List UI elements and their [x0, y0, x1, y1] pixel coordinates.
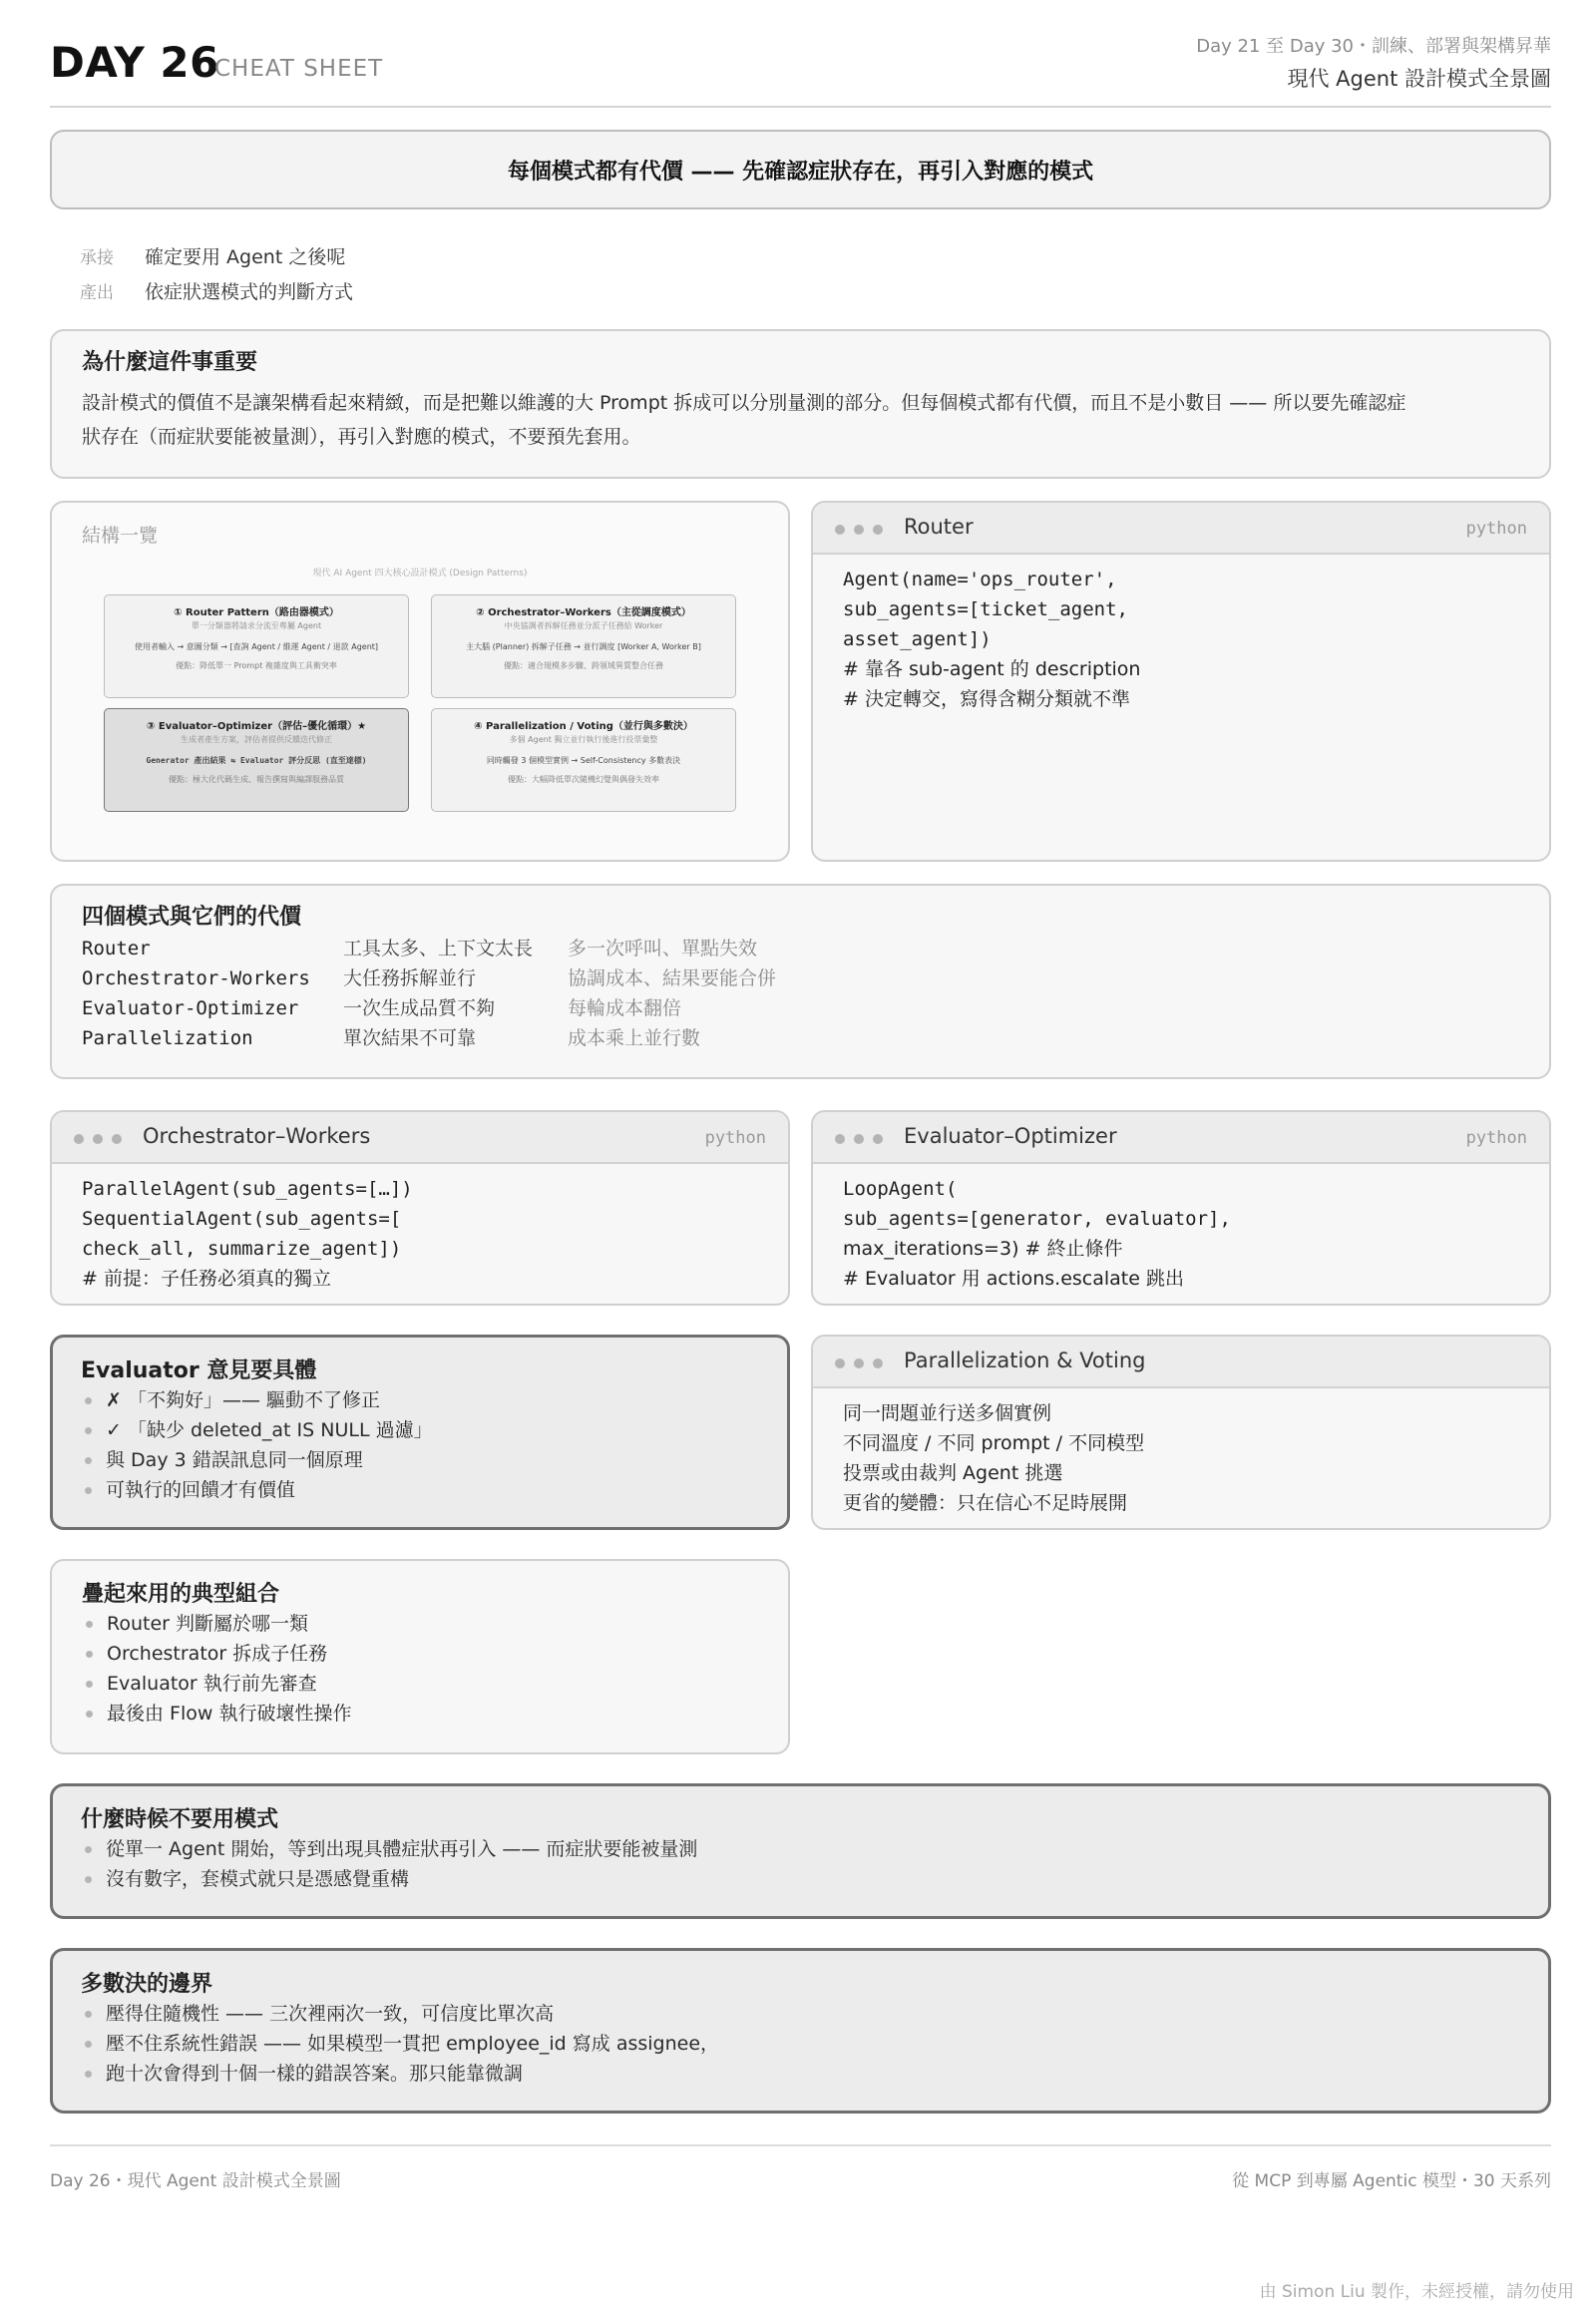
code-comment: # 前提：子任務必須真的獨立 — [82, 1268, 331, 1290]
box-benefit: 優點：適合規模多步驟、跨領域異質整合任務 — [504, 661, 663, 670]
card-window-header — [813, 1337, 1549, 1388]
meta-row-output — [80, 277, 353, 304]
box-title: ② Orchestrator–Workers（主從調度模式） — [476, 607, 691, 618]
majority-title: 多數決的邊界 — [81, 1972, 213, 1997]
list-item: 可執行的回饋才有價值 — [81, 1475, 433, 1505]
text-line: 同一問題並行送多個實例 — [843, 1402, 1052, 1424]
when-not-card — [50, 1783, 1551, 1919]
why-line-2: 狀存在（而症狀要能被量測），再引入對應的模式，不要預先套用。 — [82, 426, 641, 448]
topic-title: 現代 Agent 設計模式全景圖 — [1287, 67, 1551, 91]
pattern-when: 工具太多、上下文太長 — [343, 938, 534, 960]
feedback-title: Evaluator 意見要具體 — [81, 1358, 317, 1383]
code-body — [813, 1164, 1549, 1304]
list-item: 跑十次會得到十個一樣的錯誤答案。那只能靠微調 — [81, 2059, 719, 2089]
box-flow: 同時觸發 3 個模型實例 → Self-Consistency 多數表決 — [486, 756, 681, 765]
box-sub: 生成者產生方案，評估者提供反饋迭代修正 — [181, 735, 332, 744]
box-flow: 使用者輸入 → 意圖分類 → [查詢 Agent / 維運 Agent / 退款 Agent] — [134, 642, 379, 651]
key-message-banner: 每個模式都有代價 —— 先確認症狀存在，再引入對應的模式 — [50, 130, 1551, 209]
code-body — [52, 1164, 788, 1304]
box-flow: 主大腦 (Planner) 拆解子任務 → 並行調度 [Worker A, Worker B] — [466, 642, 701, 651]
code-line: sub_agents=[generator, evaluator], — [843, 1208, 1231, 1230]
code-title: Orchestrator–Workers — [143, 1124, 371, 1148]
code-line: check_all, summarize_agent]) — [82, 1238, 402, 1260]
pattern-row — [82, 1023, 700, 1053]
code-language: python — [1465, 1128, 1527, 1148]
box-flow: Generator 產出結果 ⇆ Evaluator 評分反思 (直至達標) — [146, 756, 367, 765]
code-comment: max_iterations=3) # 終止條件 — [843, 1238, 1123, 1260]
why-line-1: 設計模式的價值不是讓架構看起來精緻，而是把難以維護的大 Prompt 拆成可以分別量測的部分。但每個模式都有代價，而且不是小數目 —— 所以要先確認症 — [82, 392, 1406, 414]
majority-list — [81, 1999, 719, 2089]
code-line: LoopAgent( — [843, 1178, 958, 1200]
code-comment: # Evaluator 用 actions.escalate 跳出 — [843, 1268, 1184, 1290]
box-benefit: 優點：降低單一 Prompt 複雜度與工具衝突率 — [176, 661, 337, 670]
code-window-header — [52, 1112, 788, 1164]
list-item: 最後由 Flow 執行破壞性操作 — [82, 1699, 351, 1729]
window-controls-icon — [835, 1358, 883, 1368]
pattern-row — [82, 963, 776, 993]
patterns-title: 四個模式與它們的代價 — [82, 905, 302, 930]
meta-key: 產出 — [80, 283, 114, 303]
footer-right: 從 MCP 到專屬 Agentic 模型・30 天系列 — [1232, 2171, 1551, 2191]
box-sub: 中央協調者拆解任務並分派子任務給 Worker — [504, 621, 663, 630]
code-line: SequentialAgent(sub_agents=[ — [82, 1208, 402, 1230]
combo-title: 疊起來用的典型組合 — [82, 1582, 280, 1607]
router-code-card — [811, 501, 1551, 862]
list-item: ✓ 「缺少 deleted_at IS NULL 過濾」 — [81, 1415, 433, 1445]
card-body — [813, 1388, 1549, 1528]
evaluator-code-card — [811, 1110, 1551, 1306]
pattern-row — [82, 993, 681, 1023]
box-sub: 多個 Agent 獨立並行執行後進行投票彙整 — [509, 735, 658, 744]
code-title: Evaluator–Optimizer — [904, 1124, 1117, 1148]
credit-line: 由 Simon Liu 製作，未經授權，請勿使用 — [1259, 2282, 1574, 2302]
pattern-name: Parallelization — [82, 1027, 253, 1049]
text-line: 更省的變體：只在信心不足時展開 — [843, 1492, 1128, 1514]
list-item: Evaluator 執行前先審查 — [82, 1669, 351, 1699]
list-item: 沒有數字，套模式就只是憑感覺重構 — [81, 1864, 697, 1894]
meta-value: 確定要用 Agent 之後呢 — [145, 246, 346, 268]
pattern-name: Orchestrator-Workers — [82, 967, 310, 989]
code-body — [813, 555, 1549, 724]
pattern-when: 大任務拆解並行 — [343, 967, 477, 989]
cheat-sheet-label: CHEAT SHEET — [214, 56, 384, 82]
pattern-when: 一次生成品質不夠 — [343, 997, 496, 1019]
code-line: asset_agent]) — [843, 628, 992, 650]
structure-title: 結構一覽 — [82, 525, 159, 547]
list-item: Router 判斷屬於哪一類 — [82, 1609, 351, 1639]
pattern-cost: 協調成本、結果要能合併 — [568, 967, 777, 989]
list-item: 從單一 Agent 開始，等到出現具體症狀再引入 —— 而症狀要能被量測 — [81, 1834, 697, 1864]
code-line: sub_agents=[ticket_agent, — [843, 598, 1128, 620]
box-benefit: 優點：大幅降低單次隨機幻覺與偶發失效率 — [508, 775, 659, 784]
box-benefit: 優點：極大化代碼生成、報告撰寫與編譯服務品質 — [169, 775, 344, 784]
box-title: ① Router Pattern（路由器模式） — [174, 607, 339, 618]
page-footer — [50, 2144, 1551, 2189]
structure-card — [50, 501, 790, 862]
text-line: 不同溫度 / 不同 prompt / 不同模型 — [843, 1432, 1145, 1454]
code-comment: # 決定轉交，寫得含糊分類就不準 — [843, 688, 1130, 710]
pattern-row — [82, 934, 757, 963]
combo-list — [82, 1609, 351, 1729]
code-window-header — [813, 503, 1549, 555]
evaluator-feedback-card — [50, 1335, 790, 1530]
list-item: Orchestrator 拆成子任務 — [82, 1639, 351, 1669]
series-range: Day 21 至 Day 30・訓練、部署與架構昇華 — [1196, 36, 1551, 57]
pattern-cost: 每輪成本翻倍 — [568, 997, 682, 1019]
meta-value: 依症狀選模式的判斷方式 — [145, 281, 354, 303]
when-not-title: 什麼時候不要用模式 — [81, 1807, 279, 1832]
when-not-list — [81, 1834, 697, 1894]
voting-card — [811, 1335, 1551, 1530]
window-controls-icon — [835, 1134, 883, 1144]
majority-card — [50, 1948, 1551, 2114]
text-line: 投票或由裁判 Agent 挑選 — [843, 1462, 1063, 1484]
why-title: 為什麼這件事重要 — [82, 350, 258, 375]
window-controls-icon — [74, 1134, 122, 1144]
code-language: python — [704, 1128, 766, 1148]
list-item: 壓不住系統性錯誤 —— 如果模型一貫把 employee_id 寫成 assignee， — [81, 2029, 719, 2059]
pattern-name: Evaluator-Optimizer — [82, 997, 299, 1019]
diagram-box-router — [104, 594, 409, 698]
meta-key: 承接 — [80, 248, 114, 268]
box-sub: 單一分類器將請求分流至專屬 Agent — [191, 621, 322, 630]
meta-row-input — [80, 242, 345, 269]
feedback-list — [81, 1385, 433, 1505]
patterns-cost-card — [50, 884, 1551, 1079]
code-comment: # 靠各 sub-agent 的 description — [843, 658, 1141, 680]
day-title: DAY 26 — [50, 38, 219, 87]
diagram-caption: 現代 AI Agent 四大核心設計模式 (Design Patterns) — [312, 569, 528, 578]
pattern-cost: 成本乘上並行數 — [568, 1027, 701, 1049]
card-title: Parallelization & Voting — [904, 1348, 1146, 1372]
diagram-box-parallelization — [431, 708, 736, 812]
list-item: 與 Day 3 錯誤訊息同一個原理 — [81, 1445, 433, 1475]
orchestrator-code-card — [50, 1110, 790, 1306]
code-window-header — [813, 1112, 1549, 1164]
pattern-cost: 多一次呼叫、單點失效 — [568, 938, 758, 960]
code-language: python — [1465, 519, 1527, 539]
window-controls-icon — [835, 525, 883, 535]
page-header — [50, 30, 1551, 108]
why-card — [50, 329, 1551, 479]
diagram-box-evaluator — [104, 708, 409, 812]
list-item: 壓得住隨機性 —— 三次裡兩次一致，可信度比單次高 — [81, 1999, 719, 2029]
footer-left: Day 26・現代 Agent 設計模式全景圖 — [50, 2171, 341, 2191]
box-title: ③ Evaluator–Optimizer（評估–優化循環）★ — [146, 721, 367, 732]
diagram-box-orchestrator — [431, 594, 736, 698]
list-item: ✗ 「不夠好」—— 驅動不了修正 — [81, 1385, 433, 1415]
combo-card — [50, 1559, 790, 1754]
pattern-when: 單次結果不可靠 — [343, 1027, 477, 1049]
code-line: ParallelAgent(sub_agents=[…]) — [82, 1178, 413, 1200]
code-line: Agent(name='ops_router', — [843, 569, 1117, 590]
box-title: ④ Parallelization / Voting（並行與多數決） — [474, 721, 693, 732]
pattern-name: Router — [82, 938, 151, 960]
code-title: Router — [904, 515, 974, 539]
